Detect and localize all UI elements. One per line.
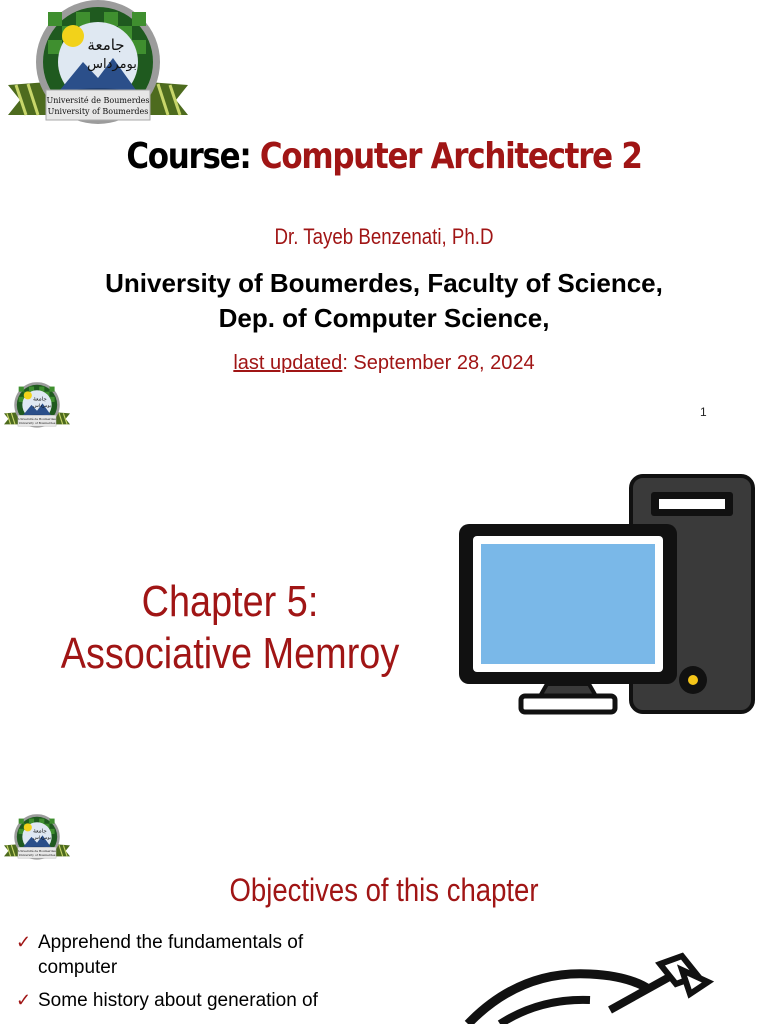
affiliation [0, 266, 768, 336]
objectives-list [16, 930, 376, 1021]
objective-text: Apprehend the fundamentals of computer [38, 932, 304, 978]
author-name: Dr. Tayeb Benzenati, Ph.D [274, 224, 494, 249]
list-item [16, 930, 376, 980]
affiliation-line-2: Dep. of Computer Science, [218, 303, 550, 333]
chapter-number: Chapter 5: [141, 577, 319, 626]
chapter-name: Associative Memroy [60, 629, 400, 678]
objectives-title: Objectives of this chapter [229, 872, 539, 908]
target-illustration [460, 950, 720, 1024]
university-logo [8, 0, 188, 130]
chapter-title [49, 576, 410, 680]
course-title-main: Computer Architectre 2 [259, 136, 642, 177]
page-number: 1 [700, 405, 707, 419]
checkmark-icon: ✓ [16, 990, 32, 1010]
affiliation-line-1: University of Boumerdes, Faculty of Science, [105, 268, 663, 298]
objective-text: Some history about generation of [38, 990, 318, 1011]
desktop-computer-icon [455, 474, 757, 718]
course-title [54, 136, 714, 177]
university-seal-icon [8, 0, 188, 130]
small-university-logo [4, 813, 70, 863]
last-updated [0, 352, 768, 375]
last-updated-date: : September 28, 2024 [342, 352, 535, 374]
checkmark-icon: ✓ [16, 932, 32, 952]
university-seal-icon [4, 813, 70, 863]
last-updated-label[interactable]: last updated [233, 352, 343, 374]
course-title-prefix: Course: [126, 136, 260, 177]
small-university-logo [4, 381, 70, 431]
list-item [16, 988, 376, 1013]
target-arrow-icon [460, 950, 720, 1024]
desktop-computer-illustration [455, 474, 757, 718]
university-seal-icon [4, 381, 70, 431]
